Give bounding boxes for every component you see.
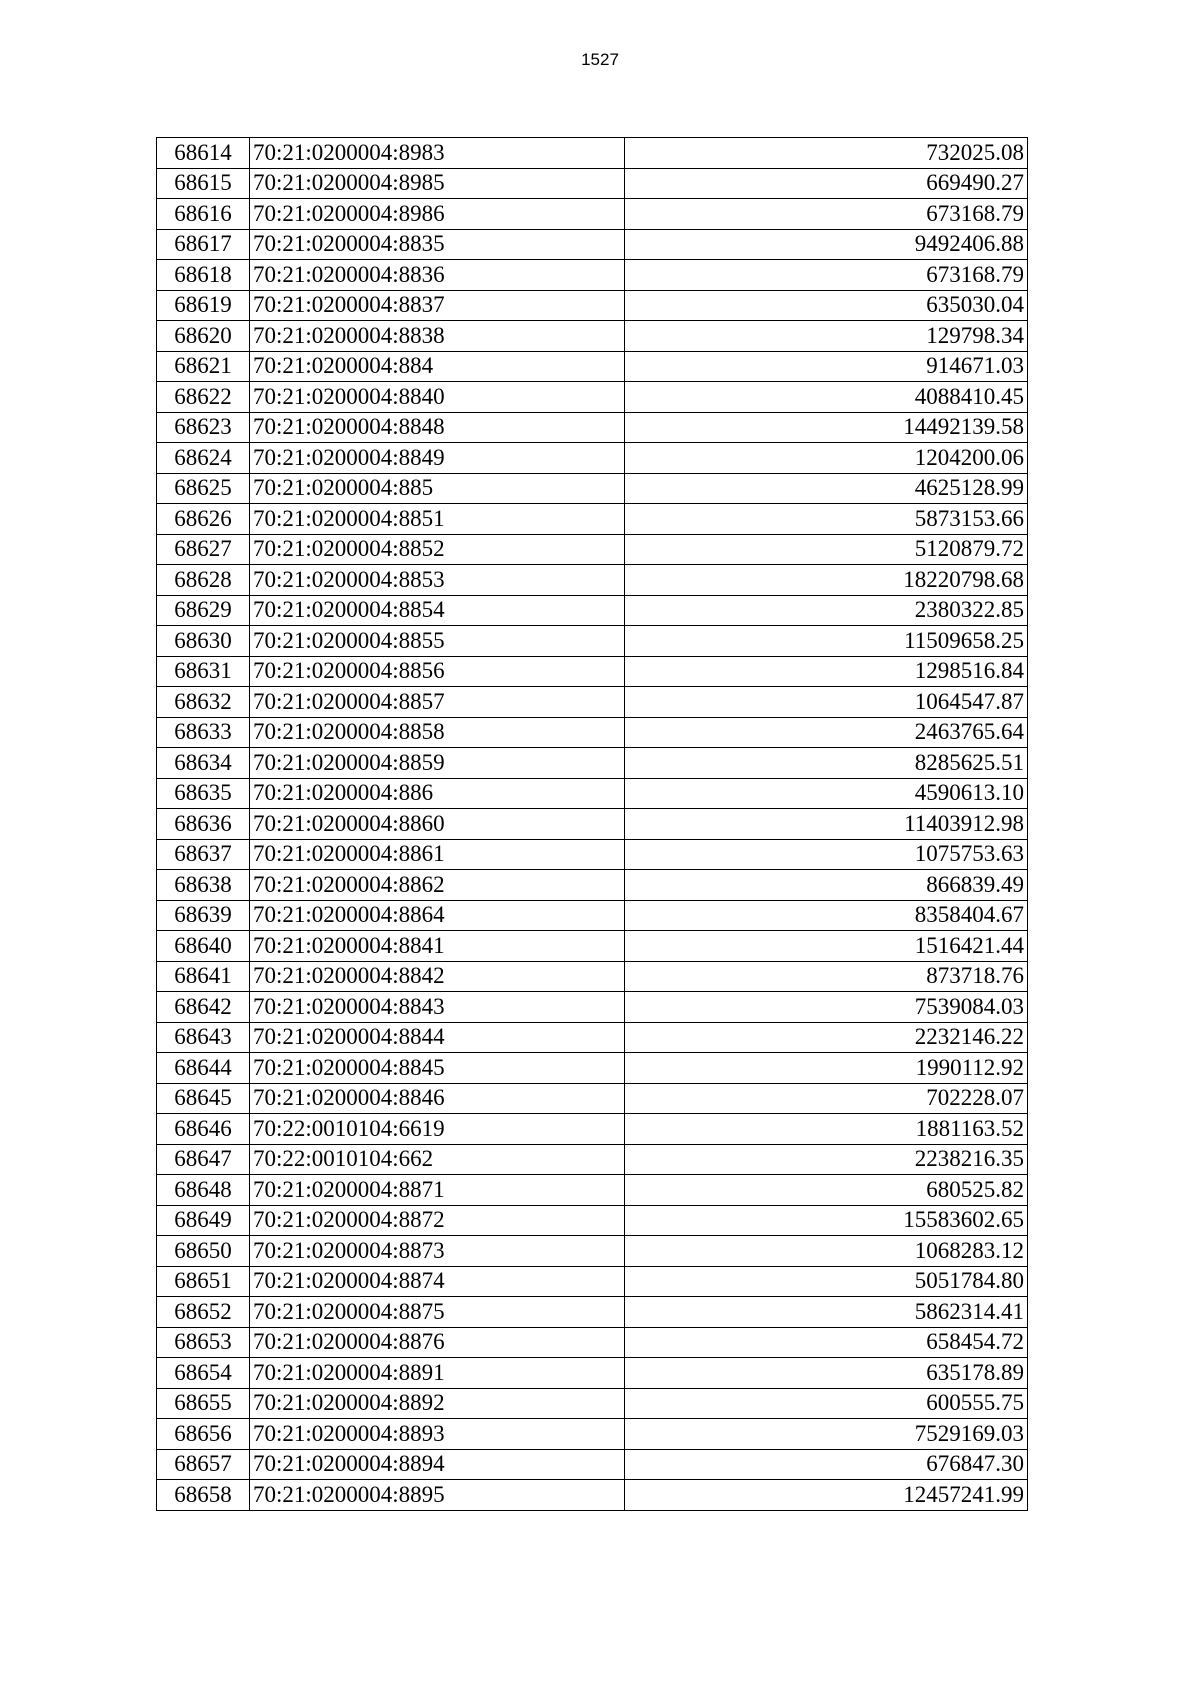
value-cell: 8285625.51 (625, 748, 1028, 779)
row-number-cell: 68651 (157, 1266, 250, 1297)
value-cell: 1990112.92 (625, 1053, 1028, 1084)
cadastral-number-cell: 70:21:0200004:8846 (250, 1083, 625, 1114)
table-row (157, 839, 1028, 870)
cadastral-number-cell: 70:21:0200004:8894 (250, 1449, 625, 1480)
value-cell: 635030.04 (625, 290, 1028, 321)
cadastral-number-cell: 70:21:0200004:8844 (250, 1022, 625, 1053)
cadastral-number-cell: 70:21:0200004:8838 (250, 321, 625, 352)
value-cell: 732025.08 (625, 138, 1028, 169)
row-number-cell: 68649 (157, 1205, 250, 1236)
value-cell: 4625128.99 (625, 473, 1028, 504)
row-number-cell: 68648 (157, 1175, 250, 1206)
table-row (157, 1480, 1028, 1511)
value-cell: 5051784.80 (625, 1266, 1028, 1297)
table-row (157, 260, 1028, 291)
table-row (157, 1358, 1028, 1389)
value-cell: 12457241.99 (625, 1480, 1028, 1511)
table-row (157, 1205, 1028, 1236)
value-cell: 8358404.67 (625, 900, 1028, 931)
cadastral-number-cell: 70:21:0200004:8872 (250, 1205, 625, 1236)
row-number-cell: 68644 (157, 1053, 250, 1084)
table-row (157, 229, 1028, 260)
value-cell: 5862314.41 (625, 1297, 1028, 1328)
row-number-cell: 68626 (157, 504, 250, 535)
value-cell: 702228.07 (625, 1083, 1028, 1114)
table-row (157, 534, 1028, 565)
cadastral-number-cell: 70:21:0200004:885 (250, 473, 625, 504)
row-number-cell: 68630 (157, 626, 250, 657)
row-number-cell: 68647 (157, 1144, 250, 1175)
row-number-cell: 68641 (157, 961, 250, 992)
value-cell: 11403912.98 (625, 809, 1028, 840)
cadastral-number-cell: 70:22:0010104:662 (250, 1144, 625, 1175)
cadastral-number-cell: 70:21:0200004:8860 (250, 809, 625, 840)
value-cell: 18220798.68 (625, 565, 1028, 596)
row-number-cell: 68616 (157, 199, 250, 230)
value-cell: 669490.27 (625, 168, 1028, 199)
row-number-cell: 68650 (157, 1236, 250, 1267)
value-cell: 1516421.44 (625, 931, 1028, 962)
cadastral-number-cell: 70:21:0200004:8871 (250, 1175, 625, 1206)
table-row (157, 321, 1028, 352)
value-cell: 673168.79 (625, 260, 1028, 291)
cadastral-number-cell: 70:21:0200004:8835 (250, 229, 625, 260)
cadastral-number-cell: 70:21:0200004:8854 (250, 595, 625, 626)
cadastral-number-cell: 70:21:0200004:8986 (250, 199, 625, 230)
value-cell: 600555.75 (625, 1388, 1028, 1419)
table-row (157, 504, 1028, 535)
value-cell: 2232146.22 (625, 1022, 1028, 1053)
cadastral-number-cell: 70:21:0200004:8837 (250, 290, 625, 321)
table-row (157, 1297, 1028, 1328)
cadastral-number-cell: 70:21:0200004:8983 (250, 138, 625, 169)
value-cell: 5873153.66 (625, 504, 1028, 535)
row-number-cell: 68619 (157, 290, 250, 321)
row-number-cell: 68615 (157, 168, 250, 199)
table-row (157, 748, 1028, 779)
table-row (157, 138, 1028, 169)
table-row (157, 1022, 1028, 1053)
cadastral-number-cell: 70:21:0200004:884 (250, 351, 625, 382)
table-row (157, 992, 1028, 1023)
table-row (157, 931, 1028, 962)
value-cell: 2238216.35 (625, 1144, 1028, 1175)
cadastral-number-cell: 70:21:0200004:8893 (250, 1419, 625, 1450)
value-cell: 7539084.03 (625, 992, 1028, 1023)
table-row (157, 382, 1028, 413)
value-cell: 673168.79 (625, 199, 1028, 230)
row-number-cell: 68629 (157, 595, 250, 626)
cadastral-number-cell: 70:21:0200004:8845 (250, 1053, 625, 1084)
table-row (157, 626, 1028, 657)
cadastral-number-cell: 70:21:0200004:8856 (250, 656, 625, 687)
table-row (157, 961, 1028, 992)
value-cell: 680525.82 (625, 1175, 1028, 1206)
value-cell: 9492406.88 (625, 229, 1028, 260)
cadastral-number-cell: 70:21:0200004:8842 (250, 961, 625, 992)
cadastral-number-cell: 70:21:0200004:8851 (250, 504, 625, 535)
cadastral-number-cell: 70:21:0200004:8848 (250, 412, 625, 443)
table-row (157, 1266, 1028, 1297)
row-number-cell: 68618 (157, 260, 250, 291)
table-row (157, 1175, 1028, 1206)
row-number-cell: 68643 (157, 1022, 250, 1053)
row-number-cell: 68622 (157, 382, 250, 413)
table-row (157, 717, 1028, 748)
table-row (157, 1114, 1028, 1145)
value-cell: 129798.34 (625, 321, 1028, 352)
table-row (157, 473, 1028, 504)
value-cell: 1881163.52 (625, 1114, 1028, 1145)
cadastral-number-cell: 70:21:0200004:8891 (250, 1358, 625, 1389)
table-row (157, 1449, 1028, 1480)
row-number-cell: 68638 (157, 870, 250, 901)
row-number-cell: 68614 (157, 138, 250, 169)
table-row (157, 351, 1028, 382)
cadastral-number-cell: 70:21:0200004:8853 (250, 565, 625, 596)
cadastral-number-cell: 70:21:0200004:8861 (250, 839, 625, 870)
value-cell: 5120879.72 (625, 534, 1028, 565)
row-number-cell: 68636 (157, 809, 250, 840)
row-number-cell: 68624 (157, 443, 250, 474)
value-cell: 866839.49 (625, 870, 1028, 901)
page-number: 1527 (581, 50, 619, 69)
value-cell: 1064547.87 (625, 687, 1028, 718)
table-row (157, 412, 1028, 443)
row-number-cell: 68632 (157, 687, 250, 718)
cadastral-number-cell: 70:21:0200004:8874 (250, 1266, 625, 1297)
row-number-cell: 68639 (157, 900, 250, 931)
cadastral-number-cell: 70:21:0200004:8859 (250, 748, 625, 779)
value-cell: 1298516.84 (625, 656, 1028, 687)
table-row (157, 1144, 1028, 1175)
cadastral-number-cell: 70:21:0200004:8862 (250, 870, 625, 901)
cadastral-value-table (156, 137, 1028, 1511)
row-number-cell: 68656 (157, 1419, 250, 1450)
value-cell: 1204200.06 (625, 443, 1028, 474)
table-body (157, 138, 1028, 1511)
row-number-cell: 68620 (157, 321, 250, 352)
cadastral-number-cell: 70:21:0200004:8858 (250, 717, 625, 748)
row-number-cell: 68617 (157, 229, 250, 260)
row-number-cell: 68631 (157, 656, 250, 687)
row-number-cell: 68621 (157, 351, 250, 382)
cadastral-number-cell: 70:21:0200004:8836 (250, 260, 625, 291)
cadastral-number-cell: 70:21:0200004:8852 (250, 534, 625, 565)
cadastral-number-cell: 70:21:0200004:8843 (250, 992, 625, 1023)
value-cell: 7529169.03 (625, 1419, 1028, 1450)
row-number-cell: 68637 (157, 839, 250, 870)
value-cell: 873718.76 (625, 961, 1028, 992)
value-cell: 4590613.10 (625, 778, 1028, 809)
table-row (157, 778, 1028, 809)
row-number-cell: 68646 (157, 1114, 250, 1145)
cadastral-number-cell: 70:21:0200004:8892 (250, 1388, 625, 1419)
cadastral-number-cell: 70:21:0200004:8876 (250, 1327, 625, 1358)
value-cell: 914671.03 (625, 351, 1028, 382)
table-row (157, 1053, 1028, 1084)
table-row (157, 1083, 1028, 1114)
row-number-cell: 68655 (157, 1388, 250, 1419)
row-number-cell: 68657 (157, 1449, 250, 1480)
table-row (157, 199, 1028, 230)
cadastral-number-cell: 70:22:0010104:6619 (250, 1114, 625, 1145)
row-number-cell: 68623 (157, 412, 250, 443)
value-cell: 14492139.58 (625, 412, 1028, 443)
table-row (157, 870, 1028, 901)
row-number-cell: 68633 (157, 717, 250, 748)
cadastral-number-cell: 70:21:0200004:8864 (250, 900, 625, 931)
table-row (157, 656, 1028, 687)
row-number-cell: 68642 (157, 992, 250, 1023)
cadastral-number-cell: 70:21:0200004:8875 (250, 1297, 625, 1328)
cadastral-number-cell: 70:21:0200004:8895 (250, 1480, 625, 1511)
row-number-cell: 68627 (157, 534, 250, 565)
table-row (157, 168, 1028, 199)
cadastral-number-cell: 70:21:0200004:8857 (250, 687, 625, 718)
cadastral-number-cell: 70:21:0200004:8849 (250, 443, 625, 474)
table-row (157, 1388, 1028, 1419)
value-cell: 2463765.64 (625, 717, 1028, 748)
table-row (157, 290, 1028, 321)
table-row (157, 1419, 1028, 1450)
table-row (157, 900, 1028, 931)
value-cell: 658454.72 (625, 1327, 1028, 1358)
value-cell: 4088410.45 (625, 382, 1028, 413)
cadastral-number-cell: 70:21:0200004:886 (250, 778, 625, 809)
table-row (157, 595, 1028, 626)
row-number-cell: 68652 (157, 1297, 250, 1328)
row-number-cell: 68653 (157, 1327, 250, 1358)
table-row (157, 443, 1028, 474)
row-number-cell: 68645 (157, 1083, 250, 1114)
value-cell: 676847.30 (625, 1449, 1028, 1480)
table-row (157, 1236, 1028, 1267)
row-number-cell: 68635 (157, 778, 250, 809)
table-row (157, 565, 1028, 596)
cadastral-number-cell: 70:21:0200004:8855 (250, 626, 625, 657)
value-cell: 1068283.12 (625, 1236, 1028, 1267)
row-number-cell: 68654 (157, 1358, 250, 1389)
row-number-cell: 68628 (157, 565, 250, 596)
row-number-cell: 68634 (157, 748, 250, 779)
value-cell: 1075753.63 (625, 839, 1028, 870)
cadastral-number-cell: 70:21:0200004:8873 (250, 1236, 625, 1267)
cadastral-number-cell: 70:21:0200004:8840 (250, 382, 625, 413)
value-cell: 15583602.65 (625, 1205, 1028, 1236)
row-number-cell: 68658 (157, 1480, 250, 1511)
table-row (157, 809, 1028, 840)
value-cell: 635178.89 (625, 1358, 1028, 1389)
table-row (157, 687, 1028, 718)
value-cell: 2380322.85 (625, 595, 1028, 626)
row-number-cell: 68640 (157, 931, 250, 962)
cadastral-number-cell: 70:21:0200004:8985 (250, 168, 625, 199)
cadastral-number-cell: 70:21:0200004:8841 (250, 931, 625, 962)
table-row (157, 1327, 1028, 1358)
value-cell: 11509658.25 (625, 626, 1028, 657)
row-number-cell: 68625 (157, 473, 250, 504)
